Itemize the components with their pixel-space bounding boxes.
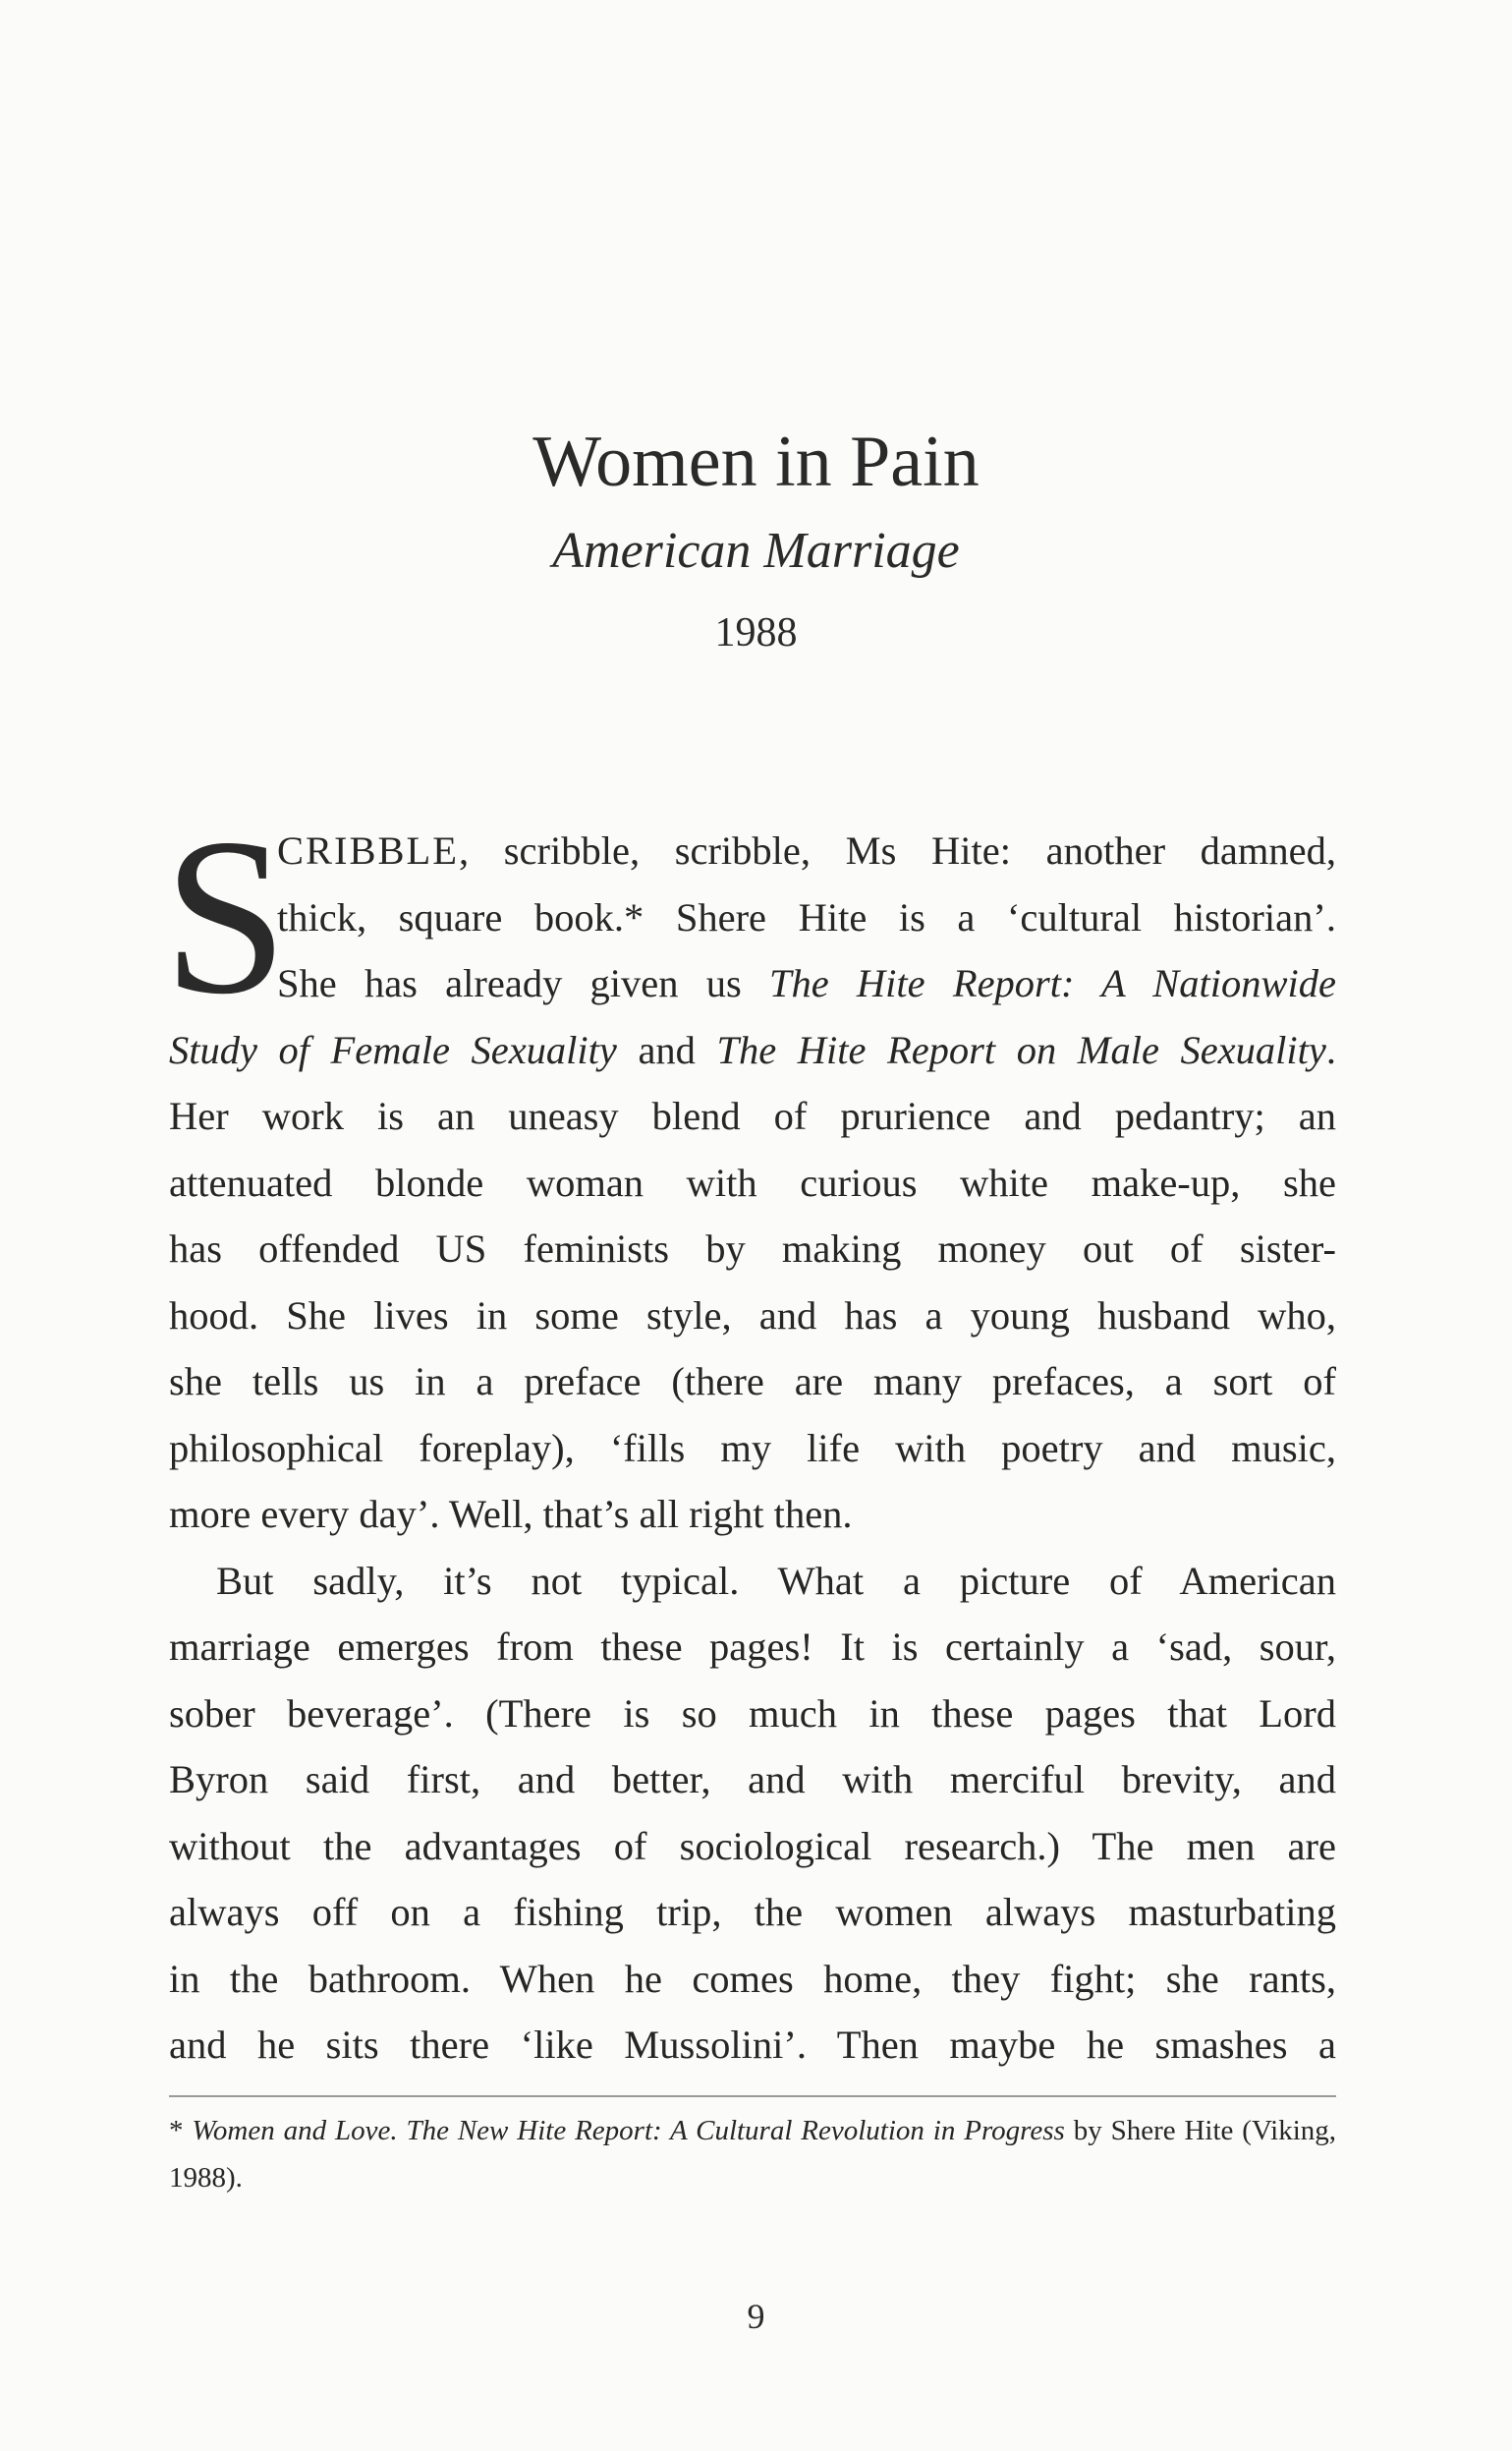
text-line: philosophical foreplay), ‘fills my life with poetry and music, [169,1425,1336,1470]
text-line: more every day’. Well, that’s all right then. [169,1492,853,1536]
small-caps-word: CRIBBLE [277,828,460,873]
text-run: . [1325,1027,1337,1072]
paragraph-1 [169,818,1336,1548]
paragraph-2 [169,1548,1336,2079]
text-run: , scribble, scribble, Ms Hite: another damned, [459,828,1336,873]
text-line: hood. She lives in some style, and has a young husband who, [169,1292,1336,1338]
text-line: always off on a fishing trip, the women always masturbating [169,1890,1336,1934]
text-line: marriage emerges from these pages! It is certainly a ‘sad, sour, [169,1624,1336,1669]
page-number: 9 [747,2297,765,2336]
footnote [169,2107,1336,2201]
text-line: Byron said first, and better, and with merciful brevity, and [169,1757,1336,1801]
chapter-year: 1988 [714,610,798,656]
text-line [169,818,1336,884]
text-line: But sadly, it’s not typical. What a picture of American [216,1558,1336,1603]
text-line: she tells us in a preface (there are many prefaces, a sort of [169,1359,1336,1403]
footnote-divider [169,2095,1336,2097]
text-line [169,950,1336,1017]
text-line: has offended US feminists by making money out of sister- [169,1226,1336,1271]
footnote-line: 1988). [169,2162,243,2194]
text-line: sober beverage’. (There is so much in these pages that Lord [169,1690,1336,1736]
text-line: without the advantages of sociological research.) The men are [169,1823,1336,1868]
text-line: and he sits there ‘like Mussolini’. Then maybe he smashes a [169,2023,1336,2067]
text-line: Her work is an uneasy blend of prurience and pedantry; an [169,1094,1336,1138]
text-line: attenuated blonde woman with curious white make-up, she [169,1160,1336,1205]
footnote-marker: * [169,2115,193,2146]
book-title: Women and Love. The New Hite Report: A Cultural Revolution in Progress [192,2115,1065,2146]
book-title: Study of Female Sexuality [169,1027,617,1072]
book-title: The Hite Report on Male Sexuality [716,1027,1326,1072]
chapter-title: Women in Pain [532,422,980,502]
text-line: thick, square book.* Shere Hite is a ‘cultural historian’. [277,894,1336,940]
text-run: and [616,1027,717,1072]
text-line: in the bathroom. When he comes home, they fight; she rants, [169,1956,1336,2001]
text-run: She has already given us [277,961,769,1005]
text-run: by Shere Hite (Viking, [1064,2115,1337,2146]
footnote-line [169,2107,1336,2154]
drop-cap: S [163,793,288,1041]
body-text [163,793,1337,2079]
book-title: The Hite Report: A Nationwide [768,961,1336,1005]
text-line [169,1017,1336,1084]
chapter-subtitle: American Marriage [552,523,960,579]
